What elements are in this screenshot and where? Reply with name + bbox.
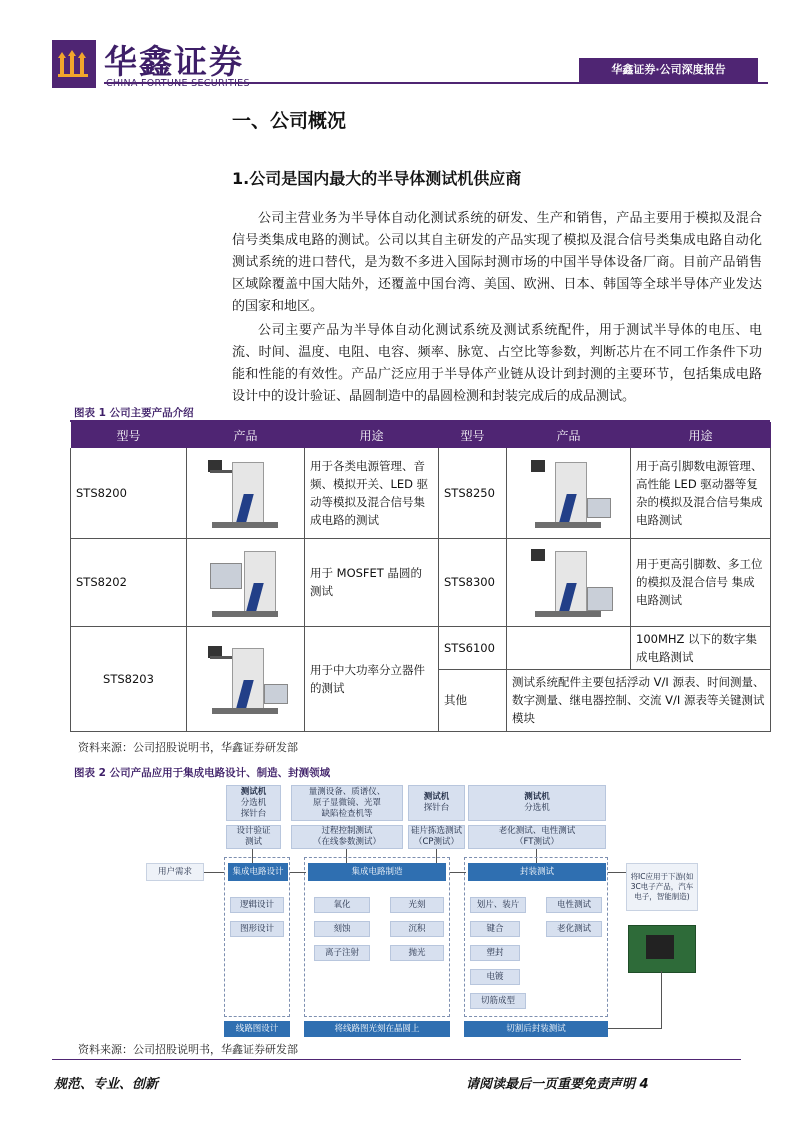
top-box-title: 测试机	[423, 792, 450, 802]
header-product-2: 产品	[507, 422, 631, 448]
top-box-title: 测试机	[240, 786, 267, 797]
product-image-cell-empty	[507, 626, 631, 669]
header-usage: 用途	[305, 422, 439, 448]
model-cell: STS6100	[439, 626, 507, 669]
usage-cell: 用于高引脚数电源管理、高性能 LED 驱动器等复杂的模拟及混合信号集成电路测试	[631, 448, 771, 538]
model-cell: STS8203	[71, 626, 187, 731]
section-title: 一、公司概况	[232, 110, 347, 132]
tester-machine-image	[527, 543, 611, 621]
footer-disclaimer: 请阅读最后一页重要免责声明 4	[466, 1077, 649, 1092]
mid-box-design-verification: 设计验证 测试	[226, 825, 281, 849]
chip-image	[646, 935, 674, 959]
paragraph-1: 公司主营业务为半导体自动化测试系统的研发、生产和销售，产品主要用于模拟及混合信号类集成电路的测试。公司以其自主研发的产品实现了模拟及混合信号类集成电路自动化测试系统的进口替代，是为数不多进入国际封测市场的中国半导体设备厂商。目前产品销售区域除覆盖中国大陆外，还覆盖中国台湾、美国、欧洲、日本、韩国等全球半导体产业发达的国家和地区。	[232, 211, 762, 314]
top-box-ft-tools	[468, 785, 606, 821]
model-cell: 其他	[439, 669, 507, 731]
product-image-cell	[187, 538, 305, 626]
arrow-right	[608, 872, 626, 873]
table-row	[71, 538, 771, 626]
top-box-title: 测试机	[524, 792, 550, 802]
product-image-cell	[507, 448, 631, 538]
product-image-cell	[187, 626, 305, 731]
mfg-item: 抛光	[390, 945, 444, 961]
stage-packaging-test: 封装测试	[468, 863, 606, 881]
usage-cell: 测试系统配件主要包括浮动 V/I 源表、时间测量、数字测量、继电器控制、交流 V/I 源表等关键测试模块	[507, 669, 771, 731]
mfg-group	[304, 857, 450, 1017]
mfg-item: 光刻	[390, 897, 444, 913]
footer-slogan: 规范、专业、创新	[54, 1077, 159, 1092]
pkg-item: 塑封	[470, 945, 520, 961]
arrow-right	[204, 872, 224, 873]
product-table	[70, 422, 771, 732]
mfg-item: 沉积	[390, 921, 444, 937]
paragraph-2: 公司主要产品为半导体自动化测试系统及测试系统配件，用于测试半导体的电压、电流、时间、温度、电阻、电容、频率、脉宽、占空比等参数，判断芯片在不同工作条件下功能和性能的有效性。产品广泛应用于半导体产业链从设计到封测的主要环节，包括集成电路设计中的设计验证、晶圆制造中的晶圆检测和封装完成后的成品测试。	[232, 323, 762, 404]
tester-machine-image	[204, 640, 288, 718]
process-diagram	[146, 785, 706, 1038]
usage-cell: 用于更高引脚数、多工位的模拟及混合信号 集成电路测试	[631, 538, 771, 626]
table1-title: 图表 1 公司主要产品介绍	[74, 407, 194, 419]
pkg-item: 老化测试	[546, 921, 602, 937]
top-box-design-tools	[226, 785, 281, 821]
model-cell: STS8300	[439, 538, 507, 626]
stage-manufacturing: 集成电路制造	[308, 863, 446, 881]
arrow-right	[290, 872, 306, 873]
bottom-box-cut-package: 切割后封装测试	[464, 1021, 608, 1037]
bottom-box-circuit-design: 线路图设计	[224, 1021, 290, 1037]
logo-mark	[52, 40, 96, 88]
stage-design: 集成电路设计	[228, 863, 288, 881]
design-group	[224, 857, 290, 1017]
design-item: 逻辑设计	[230, 897, 284, 913]
tester-machine-image	[204, 543, 288, 621]
tester-machine-image	[527, 454, 611, 532]
header-product: 产品	[187, 422, 305, 448]
usage-cell: 100MHZ 以下的数字集成电路测试	[631, 626, 771, 669]
table-row	[71, 626, 771, 669]
pkg-item: 键合	[470, 921, 520, 937]
usage-cell: 用于 MOSFET 晶圆的测试	[305, 538, 439, 626]
header-model-2: 型号	[439, 422, 507, 448]
mid-box-cp-test: 硅片拣选测试 （CP测试）	[408, 825, 465, 849]
top-box-sub: 分选机 探针台	[240, 797, 267, 819]
downstream-application-box: 将IC应用于下游(如3C电子产品，汽车电子，智能制造)	[626, 863, 698, 911]
product-image-cell	[507, 538, 631, 626]
tester-machine-image	[204, 454, 288, 532]
report-type-tab: 华鑫证券·公司深度报告	[579, 58, 758, 82]
header-model: 型号	[71, 422, 187, 448]
mfg-item: 刻蚀	[314, 921, 370, 937]
pkg-item: 划片、装片	[470, 897, 526, 913]
model-cell: STS8250	[439, 448, 507, 538]
pkg-item: 切筋成型	[470, 993, 526, 1009]
product-image-cell	[187, 448, 305, 538]
table-header-row	[71, 422, 771, 448]
table-row	[71, 448, 771, 538]
subsection-title: 1.公司是国内最大的半导体测试机供应商	[232, 169, 522, 188]
table1-source: 资料来源：公司招股说明书，华鑫证券研发部	[78, 741, 298, 754]
bottom-box-lithography: 将线路图光刻在晶圆上	[304, 1021, 450, 1037]
mfg-item: 氧化	[314, 897, 370, 913]
arrow-up	[661, 971, 662, 1029]
mfg-item: 离子注射	[314, 945, 370, 961]
model-cell: STS8202	[71, 538, 187, 626]
logo-chinese: 华鑫证券	[104, 42, 244, 81]
mid-box-ft-test: 老化测试、电性测试 （FT测试）	[468, 825, 606, 849]
usage-cell: 用于各类电源管理、音频、模拟开关、LED 驱动等模拟及混合信号集成电路的测试	[305, 448, 439, 538]
top-box-sub: 分选机	[524, 803, 550, 813]
figure2-source: 资料来源：公司招股说明书，华鑫证券研发部	[78, 1043, 298, 1056]
top-box-mfg-tools: 量测设备、质谱仪、 原子显微镜、光罩 缺陷检查机等	[291, 785, 403, 821]
pkg-item: 电镀	[470, 969, 520, 985]
figure2-title: 图表 2 公司产品应用于集成电路设计、制造、封测领域	[74, 767, 331, 779]
header-rule	[104, 82, 768, 84]
usage-cell: 用于中大功率分立器件的测试	[305, 626, 439, 731]
arrow-right	[450, 872, 466, 873]
model-cell: STS8200	[71, 448, 187, 538]
header-usage-2: 用途	[631, 422, 771, 448]
top-box-sub: 探针台	[423, 803, 450, 813]
mid-box-process-control: 过程控制测试 （在线参数测试）	[291, 825, 403, 849]
user-demand-box: 用户需求	[146, 863, 204, 881]
footer-rule	[52, 1059, 741, 1060]
pkg-item: 电性测试	[546, 897, 602, 913]
design-item: 图形设计	[230, 921, 284, 937]
top-box-cp-tools	[408, 785, 465, 821]
arrow-connector	[608, 1028, 662, 1029]
